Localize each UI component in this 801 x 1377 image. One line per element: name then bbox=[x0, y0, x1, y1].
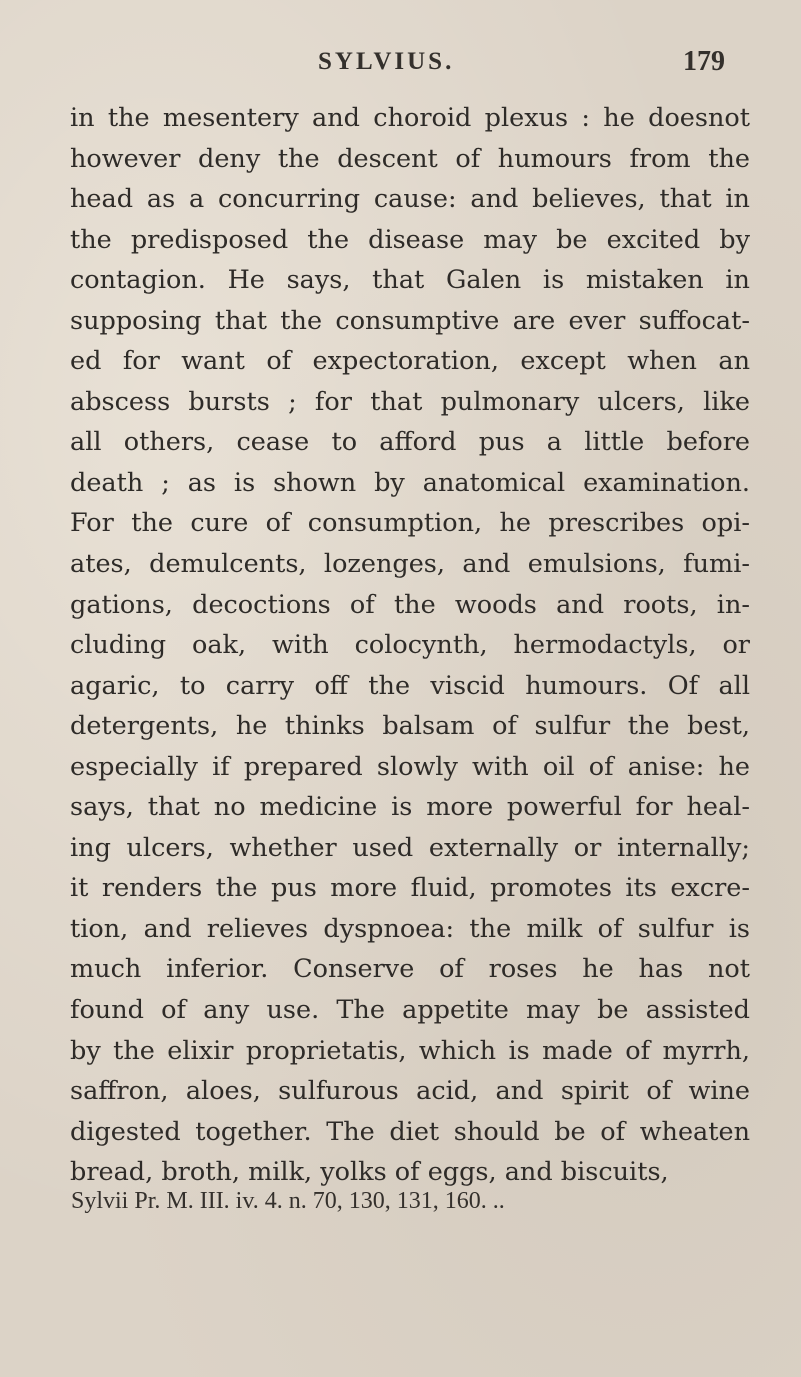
text-line: bread, broth, milk, yolks of eggs, and biscuits, bbox=[70, 1157, 669, 1188]
footnote-reference: Sylvii Pr. M. III. iv. 4. n. 70, 130, 131, 160. .. bbox=[71, 1188, 505, 1214]
text-line: in the mesentery and choroid plexus : he doesnot bbox=[70, 103, 750, 133]
text-line: however deny the descent of humours from the bbox=[70, 143, 750, 174]
text-line: head as a concurring cause: and believes, that in bbox=[70, 184, 750, 215]
running-head bbox=[0, 48, 801, 88]
text-line: death ; as is shown by anatomical examination. bbox=[70, 467, 750, 498]
text-line: tion, and relieves dyspnoea: the milk of sulfur is bbox=[70, 913, 750, 944]
text-line: gations, decoctions of the woods and roots, in- bbox=[70, 589, 750, 620]
text-line: saffron, aloes, sulfurous acid, and spirit of wine bbox=[70, 1076, 750, 1107]
page-number: 179 bbox=[683, 46, 725, 77]
text-line: all others, cease to afford pus a little before bbox=[70, 427, 750, 458]
text-line: digested together. The diet should be of wheaten bbox=[70, 1116, 750, 1147]
text-line: ates, demulcents, lozenges, and emulsions, fumi- bbox=[70, 549, 750, 580]
text-line: especially if prepared slowly with oil of anise: he bbox=[70, 751, 750, 782]
text-line: the predisposed the disease may be excited by bbox=[70, 224, 750, 255]
body-text bbox=[70, 98, 750, 1193]
text-line: found of any use. The appetite may be assisted bbox=[70, 995, 750, 1026]
text-line: For the cure of consumption, he prescribes opi- bbox=[70, 508, 750, 539]
text-line: contagion. He says, that Galen is mistaken in bbox=[70, 265, 750, 296]
text-line: cluding oak, with colocynth, hermodactyls, or bbox=[70, 630, 750, 661]
text-line: much inferior. Conserve of roses he has not bbox=[70, 954, 750, 985]
text-line: supposing that the consumptive are ever suffocat- bbox=[70, 305, 750, 336]
text-line: abscess bursts ; for that pulmonary ulcers, like bbox=[70, 386, 750, 417]
text-line: says, that no medicine is more powerful for heal- bbox=[70, 792, 750, 823]
text-line: it renders the pus more fluid, promotes its excre- bbox=[70, 873, 750, 904]
text-line: by the elixir proprietatis, which is made of myrrh, bbox=[70, 1035, 750, 1066]
text-line: ing ulcers, whether used externally or internally; bbox=[70, 832, 750, 863]
text-line: detergents, he thinks balsam of sulfur the best, bbox=[70, 711, 750, 742]
running-title: SYLVIUS. bbox=[318, 48, 455, 75]
text-line: agaric, to carry off the viscid humours. Of all bbox=[70, 670, 750, 701]
text-line: ed for want of expectoration, except when an bbox=[70, 346, 750, 377]
